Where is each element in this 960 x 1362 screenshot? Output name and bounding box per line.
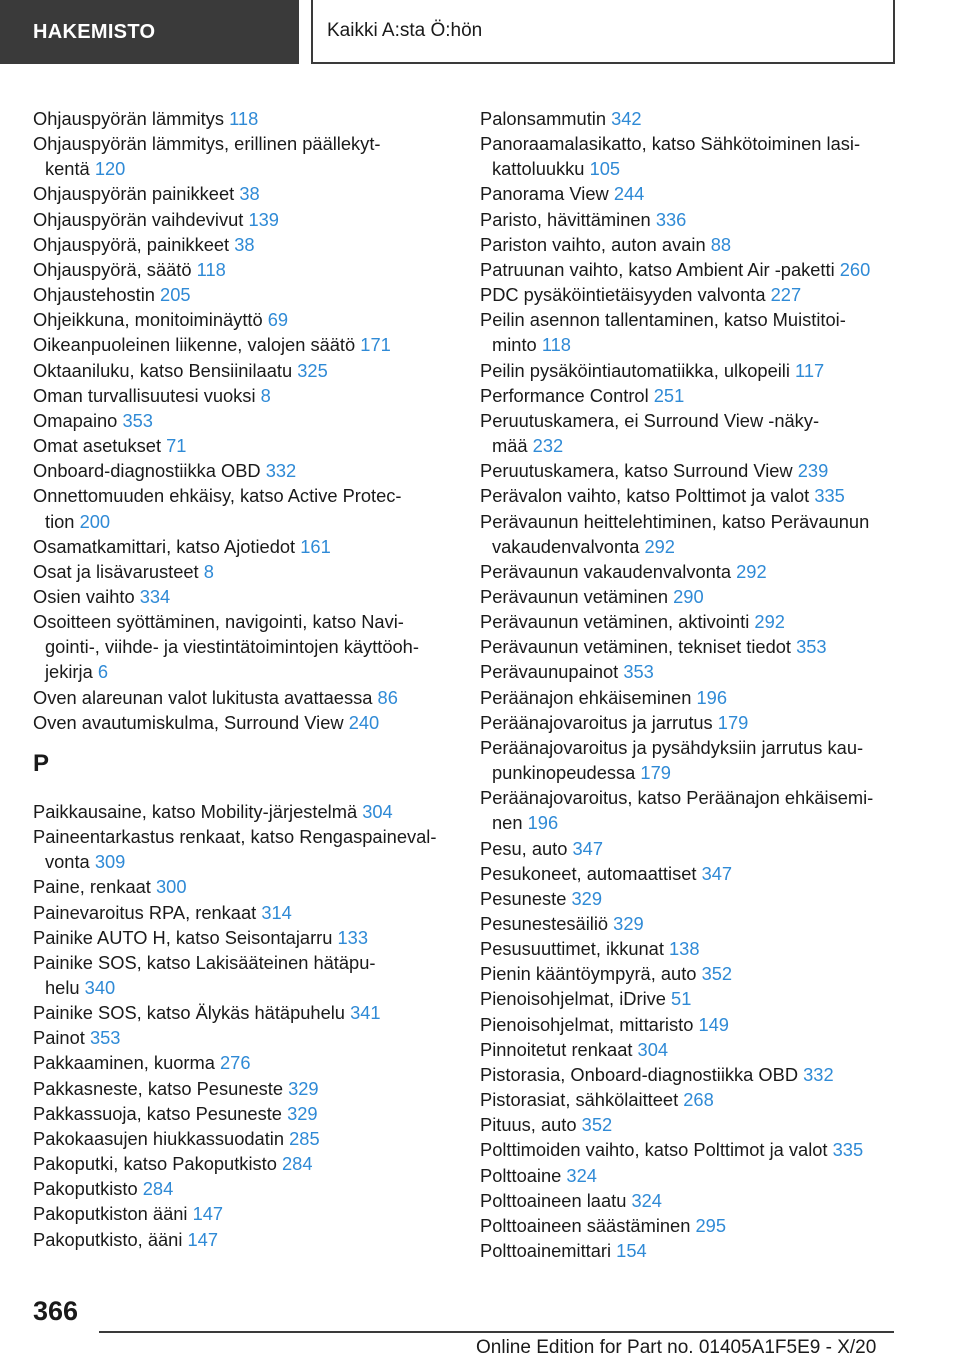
index-entry xyxy=(33,710,458,735)
page-link[interactable]: 334 xyxy=(139,585,171,607)
page-link[interactable]: 324 xyxy=(631,1189,662,1211)
page-link[interactable]: 38 xyxy=(239,183,260,205)
index-entry xyxy=(33,433,458,458)
index-list-left-bottom xyxy=(33,799,458,1252)
entry-text: Paikkausaine, katso Mobility-järjestelmä xyxy=(33,800,358,822)
entry-text: Pesusuuttimet, ikkunat xyxy=(480,938,664,960)
page-link[interactable]: 149 xyxy=(698,1013,729,1035)
index-entry xyxy=(480,1238,920,1263)
index-entry xyxy=(480,131,920,181)
entry-text: Onnettomuuden ehkäisy, katso Active Protec- xyxy=(33,485,402,507)
index-entry xyxy=(33,1050,458,1075)
entry-text: Painevaroitus RPA, renkaat xyxy=(33,901,257,923)
entry-text: Peräänajovaroitus ja jarrutus xyxy=(480,711,713,733)
page-link[interactable]: 154 xyxy=(616,1240,647,1262)
page-link[interactable]: 105 xyxy=(589,158,621,180)
entry-text: Oven alareunan valot lukitusta avattaessa xyxy=(33,686,373,708)
index-entry xyxy=(480,685,920,710)
index-entry xyxy=(33,534,458,559)
index-entry xyxy=(480,609,920,634)
entry-text: Paristo, hävittäminen xyxy=(480,208,651,230)
index-entry xyxy=(480,1112,920,1137)
page-link[interactable]: 304 xyxy=(637,1038,669,1060)
index-entry xyxy=(33,1151,458,1176)
entry-text: Panorama View xyxy=(480,183,609,205)
index-entry xyxy=(33,900,458,925)
entry-text: Ohjeikkuna, monitoiminäyttö xyxy=(33,309,263,331)
index-entry xyxy=(33,307,458,332)
entry-text: Pakokaasujen hiukkassuodatin xyxy=(33,1127,285,1149)
page-link[interactable]: 292 xyxy=(736,560,767,582)
index-entry xyxy=(480,483,920,508)
entry-text: Omapaino xyxy=(33,409,118,431)
index-entry xyxy=(33,1025,458,1050)
index-entry xyxy=(33,824,458,874)
entry-text: Painike SOS, katso Älykäs hätäpuhelu xyxy=(33,1002,345,1024)
page-link[interactable]: 88 xyxy=(710,233,732,255)
index-entry xyxy=(480,1012,920,1037)
page-link[interactable]: 179 xyxy=(640,762,671,784)
entry-text: Pienin kääntöympyrä, auto xyxy=(480,963,697,985)
entry-text: Oktaaniluku, katso Bensiinilaatu xyxy=(33,359,293,381)
page-link[interactable]: 8 xyxy=(203,560,214,582)
entry-text: Perävalon vaihto, katso Polttimot ja valot xyxy=(480,485,810,507)
entry-text: Perävaunun vetäminen xyxy=(480,585,669,607)
index-entry xyxy=(33,458,458,483)
page-link[interactable]: 196 xyxy=(696,686,728,708)
entry-text: Pesukoneet, automaattiset xyxy=(480,862,697,884)
page-link[interactable]: 300 xyxy=(156,876,187,898)
footer-divider xyxy=(99,1331,894,1333)
index-entry xyxy=(480,1062,920,1087)
page-link[interactable]: 139 xyxy=(248,208,279,230)
page-link[interactable]: 342 xyxy=(611,108,642,129)
entry-text: nen xyxy=(492,812,523,834)
page-link[interactable]: 347 xyxy=(701,862,733,884)
page-link[interactable]: 329 xyxy=(613,913,644,934)
page-link[interactable]: 118 xyxy=(196,258,226,280)
entry-text: Osoitteen syöttäminen, navigointi, katso Navi- xyxy=(33,611,404,633)
page-link[interactable]: 69 xyxy=(267,309,289,331)
index-entry xyxy=(480,181,920,206)
entry-text: Ohjauspyörän lämmitys xyxy=(33,108,225,129)
entry-text: Ohjauspyörä, säätö xyxy=(33,258,192,280)
page-link[interactable]: 71 xyxy=(166,435,187,457)
entry-text: Oikeanpuoleinen liikenne, valojen säätö xyxy=(33,334,356,356)
index-entry xyxy=(480,1188,920,1213)
page-link[interactable]: 329 xyxy=(571,887,602,909)
entry-text: Pakoputkisto xyxy=(33,1178,138,1200)
entry-text: Pakoputkiston ääni xyxy=(33,1203,188,1225)
index-entry xyxy=(480,735,920,785)
entry-text: Oven avautumiskulma, Surround View xyxy=(33,711,344,733)
page-link[interactable]: 336 xyxy=(655,208,687,230)
page-link[interactable]: 332 xyxy=(265,460,297,482)
index-entry xyxy=(33,131,458,181)
index-entry xyxy=(33,1227,458,1252)
page-link[interactable]: 340 xyxy=(84,977,116,998)
index-entry xyxy=(33,685,458,710)
entry-text: punkinopeudessa xyxy=(492,762,636,784)
entry-text: kentä xyxy=(45,158,90,180)
entry-text: Pakkasneste, katso Pesuneste xyxy=(33,1077,283,1099)
entry-text: Pesunestesäiliö xyxy=(480,913,609,934)
entry-text: Pesu, auto xyxy=(480,837,568,859)
index-entry xyxy=(33,408,458,433)
entry-text: Ohjauspyörä, painikkeet xyxy=(33,233,230,255)
page-link[interactable]: 335 xyxy=(814,485,845,507)
page-link[interactable]: 120 xyxy=(94,158,126,180)
page-link[interactable]: 38 xyxy=(234,233,255,255)
entry-text: Pienoisohjelmat, mittaristo xyxy=(480,1013,694,1035)
entry-text: Pistorasia, Onboard-diagnostiikka OBD xyxy=(480,1063,799,1085)
index-entry xyxy=(33,925,458,950)
index-entry xyxy=(480,358,920,383)
entry-text: helu xyxy=(45,977,80,998)
page-header xyxy=(0,0,960,66)
entry-text: Polttoaine xyxy=(480,1164,562,1186)
entry-text: Ohjauspyörän vaihdevivut xyxy=(33,208,244,230)
index-entry xyxy=(480,1213,920,1238)
entry-text: Polttoaineen laatu xyxy=(480,1189,627,1211)
index-entry xyxy=(480,257,920,282)
index-entry xyxy=(480,232,920,257)
page-link[interactable]: 284 xyxy=(281,1153,313,1175)
entry-text: Performance Control xyxy=(480,384,649,406)
entry-text: Osamatkamittari, katso Ajotiedot xyxy=(33,535,296,557)
page-link[interactable]: 171 xyxy=(360,334,391,356)
index-entry xyxy=(480,383,920,408)
page-link[interactable]: 353 xyxy=(623,661,654,683)
page-link[interactable]: 251 xyxy=(653,384,685,406)
index-entry xyxy=(33,609,458,684)
entry-text: Pituus, auto xyxy=(480,1114,577,1136)
entry-text: gointi-, viihde- ja viestintätoimintojen käyttöoh- xyxy=(45,636,419,658)
entry-text: Onboard-diagnostiikka OBD xyxy=(33,460,261,482)
page-link[interactable]: 51 xyxy=(671,988,692,1010)
entry-text: Osien vaihto xyxy=(33,585,135,607)
entry-text: Painike AUTO H, katso Seisontajarru xyxy=(33,926,333,948)
page-link[interactable]: 8 xyxy=(260,384,271,406)
entry-text: Painot xyxy=(33,1027,85,1049)
index-entry xyxy=(480,710,920,735)
page-link[interactable]: 352 xyxy=(581,1114,613,1136)
topic-tab[interactable]: Kaikki A:sta Ö:hön xyxy=(311,0,895,64)
entry-text: Perävaunun vetäminen, tekniset tiedot xyxy=(480,636,791,658)
entry-text: tion xyxy=(45,510,75,532)
index-entry xyxy=(33,332,458,357)
page-link[interactable]: 292 xyxy=(644,535,675,557)
page-link[interactable]: 240 xyxy=(348,711,380,733)
entry-text: Pistorasiat, sähkölaitteet xyxy=(480,1089,679,1111)
entry-text: Pariston vaihto, auton avain xyxy=(480,233,706,255)
entry-text: kattoluukku xyxy=(492,158,585,180)
page-link[interactable]: 314 xyxy=(261,901,292,923)
entry-text: vonta xyxy=(45,851,90,873)
entry-text: jekirja xyxy=(45,661,93,683)
index-entry xyxy=(33,257,458,282)
index-entry xyxy=(480,509,920,559)
index-entry xyxy=(33,950,458,1000)
entry-text: Polttimoiden vaihto, katso Polttimot ja valot xyxy=(480,1139,828,1161)
page-link[interactable]: 353 xyxy=(89,1027,121,1049)
page-link[interactable]: 147 xyxy=(187,1228,219,1250)
index-entry xyxy=(480,1137,920,1162)
entry-text: Peräänajon ehkäiseminen xyxy=(480,686,692,708)
page-link[interactable]: 138 xyxy=(669,938,700,960)
entry-text: Peruutuskamera, ei Surround View -näky- xyxy=(480,409,820,431)
index-entry xyxy=(480,408,920,458)
page-link[interactable]: 196 xyxy=(527,812,559,834)
index-entry xyxy=(480,836,920,861)
page-link[interactable]: 309 xyxy=(94,851,126,873)
entry-text: Perävaunun vakaudenvalvonta xyxy=(480,560,732,582)
index-entry xyxy=(480,207,920,232)
page-link[interactable]: 335 xyxy=(832,1139,864,1161)
page-link[interactable]: 239 xyxy=(797,460,829,482)
page-link[interactable]: 118 xyxy=(541,334,571,356)
entry-text: Palonsammutin xyxy=(480,108,606,129)
index-entry xyxy=(33,282,458,307)
page-number: 366 xyxy=(33,1296,79,1326)
entry-text: Ohjaustehostin xyxy=(33,284,155,306)
index-entry xyxy=(480,911,920,936)
index-entry xyxy=(33,358,458,383)
entry-text: Perävaunun heittelehtiminen, katso Perävaunun xyxy=(480,510,870,532)
page-link[interactable]: 329 xyxy=(288,1077,319,1099)
index-entry xyxy=(480,1087,920,1112)
entry-text: minto xyxy=(492,334,537,356)
index-entry xyxy=(33,799,458,824)
entry-text: Pakkassuoja, katso Pesuneste xyxy=(33,1102,282,1124)
page-link[interactable]: 292 xyxy=(754,611,785,633)
page-link[interactable]: 347 xyxy=(572,837,604,859)
page-link[interactable]: 295 xyxy=(695,1214,726,1236)
index-entry xyxy=(480,458,920,483)
page-link[interactable]: 276 xyxy=(219,1052,251,1074)
entry-text: Polttoaineen säästäminen xyxy=(480,1214,691,1236)
index-entry xyxy=(480,659,920,684)
index-entry xyxy=(480,1163,920,1188)
entry-text: Polttoainemittari xyxy=(480,1240,612,1262)
entry-text: Pinnoitetut renkaat xyxy=(480,1038,633,1060)
page-link[interactable]: 285 xyxy=(289,1127,320,1149)
page-link[interactable]: 353 xyxy=(796,636,827,658)
index-entry xyxy=(33,1201,458,1226)
page-link[interactable]: 161 xyxy=(300,535,331,557)
index-entry xyxy=(480,634,920,659)
page-link[interactable]: 86 xyxy=(377,686,398,708)
entry-text: Perävaunun vetäminen, aktivointi xyxy=(480,611,750,633)
index-entry xyxy=(480,307,920,357)
entry-text: Ohjauspyörän lämmitys, erillinen päällekyt- xyxy=(33,133,381,155)
entry-text: mää xyxy=(492,435,528,457)
edition-text: Online Edition for Part no. 01405A1F5E9 - X/20 xyxy=(476,1337,877,1358)
entry-text: Pakkaaminen, kuorma xyxy=(33,1052,215,1074)
page-link[interactable]: 133 xyxy=(337,926,369,948)
index-entry xyxy=(480,559,920,584)
entry-text: Peilin asennon tallentaminen, katso Muistitoi- xyxy=(480,309,846,331)
entry-text: PDC pysäköintietäisyyden valvonta xyxy=(480,284,766,306)
page-link[interactable]: 232 xyxy=(532,435,564,457)
page-link[interactable]: 205 xyxy=(160,284,191,306)
index-entry xyxy=(33,559,458,584)
index-entry xyxy=(33,584,458,609)
index-entry xyxy=(33,383,458,408)
entry-text: Osat ja lisävarusteet xyxy=(33,560,199,582)
page-link[interactable]: 353 xyxy=(122,409,153,431)
page-link[interactable]: 118 xyxy=(229,108,259,129)
page-link[interactable]: 244 xyxy=(613,183,645,205)
page-link[interactable]: 6 xyxy=(97,661,109,683)
entry-text: Pakoputkisto, ääni xyxy=(33,1228,183,1250)
index-list-right xyxy=(480,106,920,1263)
index-column-left xyxy=(33,106,458,1252)
entry-text: Peilin pysäköintiautomatiikka, ulkopeili xyxy=(480,359,790,381)
index-entry xyxy=(33,1101,458,1126)
index-entry xyxy=(480,861,920,886)
index-entry xyxy=(480,785,920,835)
page-link[interactable]: 117 xyxy=(795,359,825,381)
entry-text: Pakoputki, katso Pakoputkisto xyxy=(33,1153,277,1175)
index-entry xyxy=(480,106,920,131)
index-entry xyxy=(33,232,458,257)
entry-text: Peruutuskamera, katso Surround View xyxy=(480,460,793,482)
index-entry xyxy=(33,1076,458,1101)
page-link[interactable]: 147 xyxy=(192,1203,224,1225)
entry-text: Perävaunupainot xyxy=(480,661,619,683)
page-link[interactable]: 325 xyxy=(297,359,328,381)
index-column-right xyxy=(480,106,920,1263)
entry-text: Pesuneste xyxy=(480,887,567,909)
entry-text: Panoraamalasikatto, katso Sähkötoiminen lasi- xyxy=(480,133,861,155)
page-link[interactable]: 341 xyxy=(350,1002,381,1024)
entry-text: Peräänajovaroitus, katso Peräänajon ehkäisemi- xyxy=(480,787,874,809)
index-entry xyxy=(33,483,458,533)
index-entry xyxy=(480,1037,920,1062)
section-letter: P xyxy=(33,749,50,777)
index-entry xyxy=(33,1126,458,1151)
page-link[interactable]: 329 xyxy=(287,1102,318,1124)
page-link[interactable]: 179 xyxy=(717,711,749,733)
entry-text: Pienoisohjelmat, iDrive xyxy=(480,988,666,1010)
page-link[interactable]: 227 xyxy=(770,284,802,306)
section-tab[interactable]: HAKEMISTO xyxy=(0,0,299,64)
page-link[interactable]: 260 xyxy=(839,258,871,280)
index-entry xyxy=(33,207,458,232)
page-link[interactable]: 304 xyxy=(362,800,393,822)
index-list-left-top xyxy=(33,106,458,735)
index-entry xyxy=(480,282,920,307)
entry-text: Oman turvallisuutesi vuoksi xyxy=(33,384,256,406)
index-entry xyxy=(33,106,458,131)
index-entry xyxy=(33,1000,458,1025)
index-entry xyxy=(33,181,458,206)
page-link[interactable]: 200 xyxy=(79,510,111,532)
index-entry xyxy=(33,874,458,899)
entry-text: Peräänajovaroitus ja pysähdyksiin jarrutus kau- xyxy=(480,736,864,758)
page-link[interactable]: 352 xyxy=(701,963,733,985)
index-entry xyxy=(480,961,920,986)
entry-text: Painike SOS, katso Lakisääteinen hätäpu- xyxy=(33,951,376,973)
entry-text: Paine, renkaat xyxy=(33,876,151,898)
index-entry xyxy=(480,584,920,609)
index-entry xyxy=(480,986,920,1011)
entry-text: Ohjauspyörän painikkeet xyxy=(33,183,235,205)
index-entry xyxy=(480,936,920,961)
entry-text: Omat asetukset xyxy=(33,435,162,457)
page-link[interactable]: 268 xyxy=(683,1089,714,1111)
page-link[interactable]: 332 xyxy=(803,1063,834,1085)
entry-text: Paineentarkastus renkaat, katso Rengaspaineval- xyxy=(33,826,437,848)
page-link[interactable]: 284 xyxy=(142,1178,174,1200)
index-entry xyxy=(480,886,920,911)
page-link[interactable]: 290 xyxy=(673,585,704,607)
index-entry xyxy=(33,1176,458,1201)
entry-text: vakaudenvalvonta xyxy=(492,535,640,557)
page-link[interactable]: 324 xyxy=(566,1164,597,1186)
entry-text: Patruunan vaihto, katso Ambient Air -paketti xyxy=(480,258,835,280)
